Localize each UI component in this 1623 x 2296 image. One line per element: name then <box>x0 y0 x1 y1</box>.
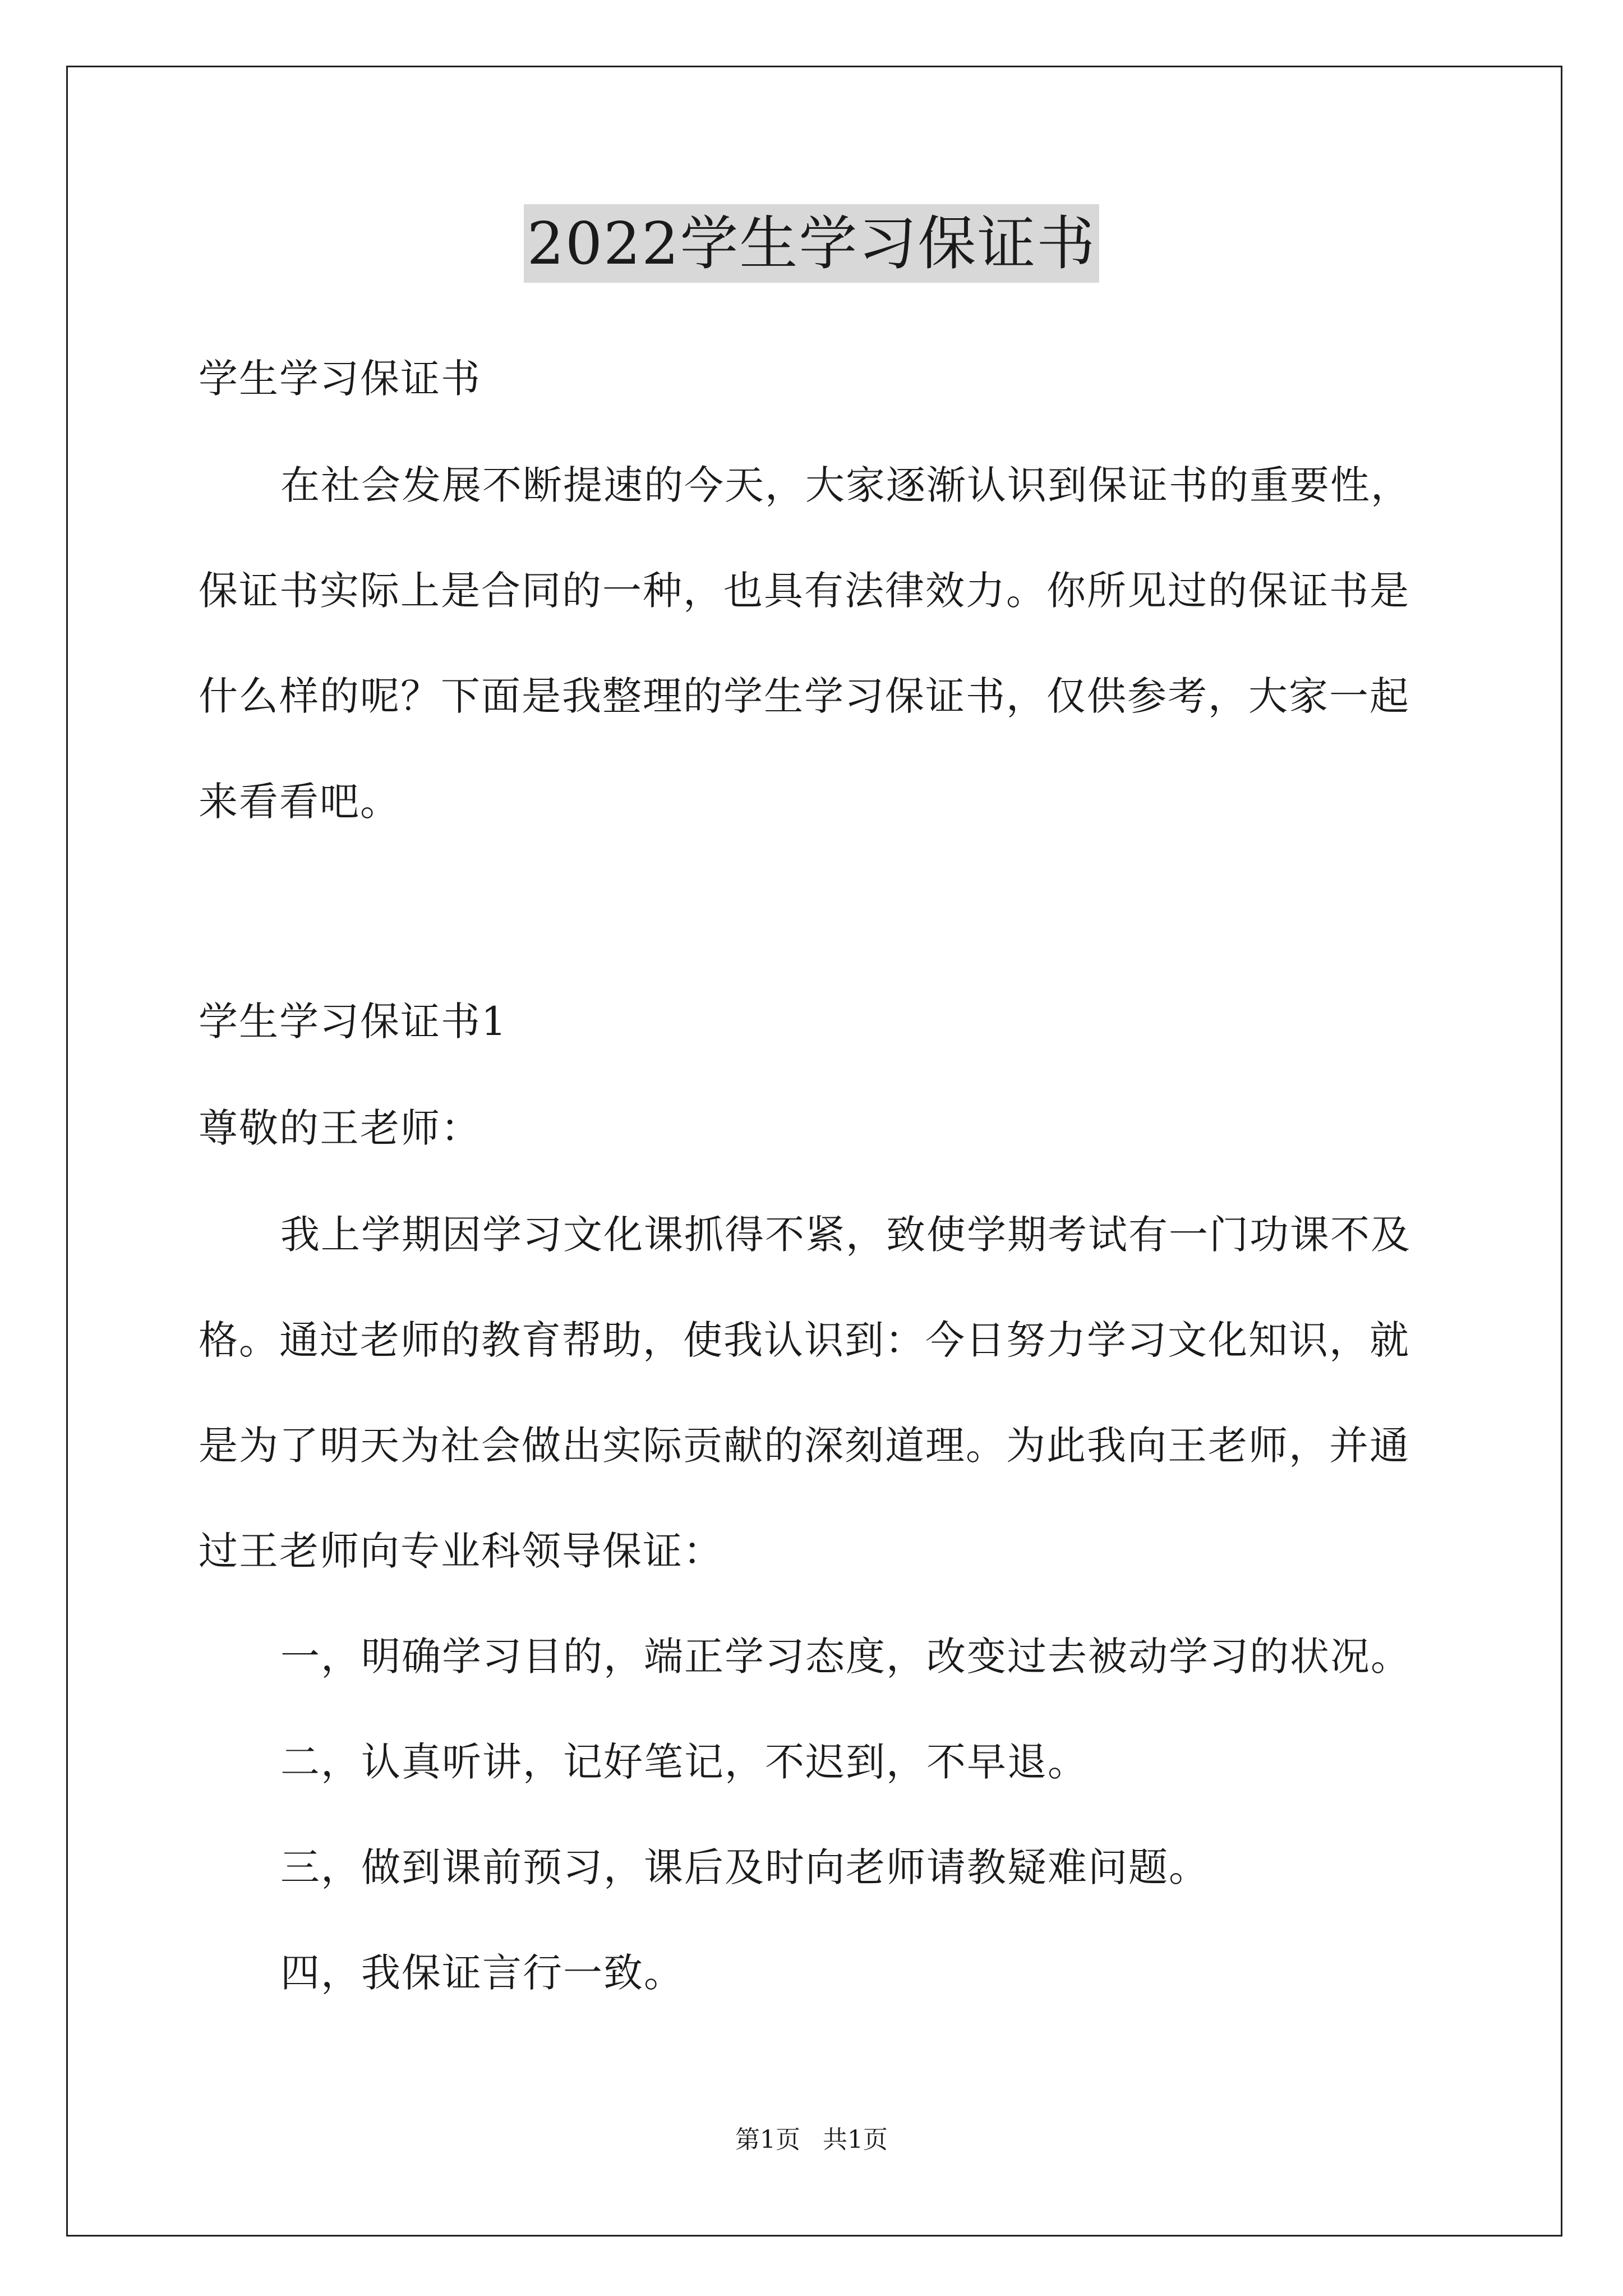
section-heading: 学生学习保证书1 <box>199 999 508 1045</box>
pledge-item-2: 二，认真听讲，记好笔记，不迟到，不早退。 <box>280 1739 1088 1785</box>
intro-line-4: 来看看吧。 <box>199 779 400 825</box>
body-line-1: 我上学期因学习文化课抓得不紧，致使学期考试有一门功课不及 <box>280 1212 1411 1258</box>
document-title: 2022学生学习保证书 <box>524 204 1100 283</box>
intro-line-1: 在社会发展不断提速的今天，大家逐渐认识到保证书的重要性， <box>280 462 1411 508</box>
salutation: 尊敬的王老师： <box>199 1105 481 1151</box>
document-subtitle: 学生学习保证书 <box>199 356 481 402</box>
page-number-total: 共1页 <box>823 2125 888 2154</box>
body-line-2: 格。通过老师的教育帮助，使我认识到：今日努力学习文化知识，就 <box>199 1317 1410 1363</box>
intro-line-2: 保证书实际上是合同的一种，也具有法律效力。你所见过的保证书是 <box>199 568 1410 614</box>
pledge-item-1: 一，明确学习目的，端正学习态度，改变过去被动学习的状况。 <box>280 1634 1411 1680</box>
body-line-4: 过王老师向专业科领导保证： <box>199 1528 723 1574</box>
page-number-current: 第1页 <box>735 2125 800 2154</box>
pledge-item-3: 三，做到课前预习，课后及时向老师请教疑难问题。 <box>280 1844 1209 1890</box>
body-line-3: 是为了明天为社会做出实际贡献的深刻道理。为此我向王老师，并通 <box>199 1423 1410 1469</box>
page-footer <box>0 2124 1623 2156</box>
title-container <box>0 204 1623 283</box>
intro-line-3: 什么样的呢？下面是我整理的学生学习保证书，仅供参考，大家一起 <box>199 673 1410 719</box>
pledge-item-4: 四，我保证言行一致。 <box>280 1950 684 1996</box>
